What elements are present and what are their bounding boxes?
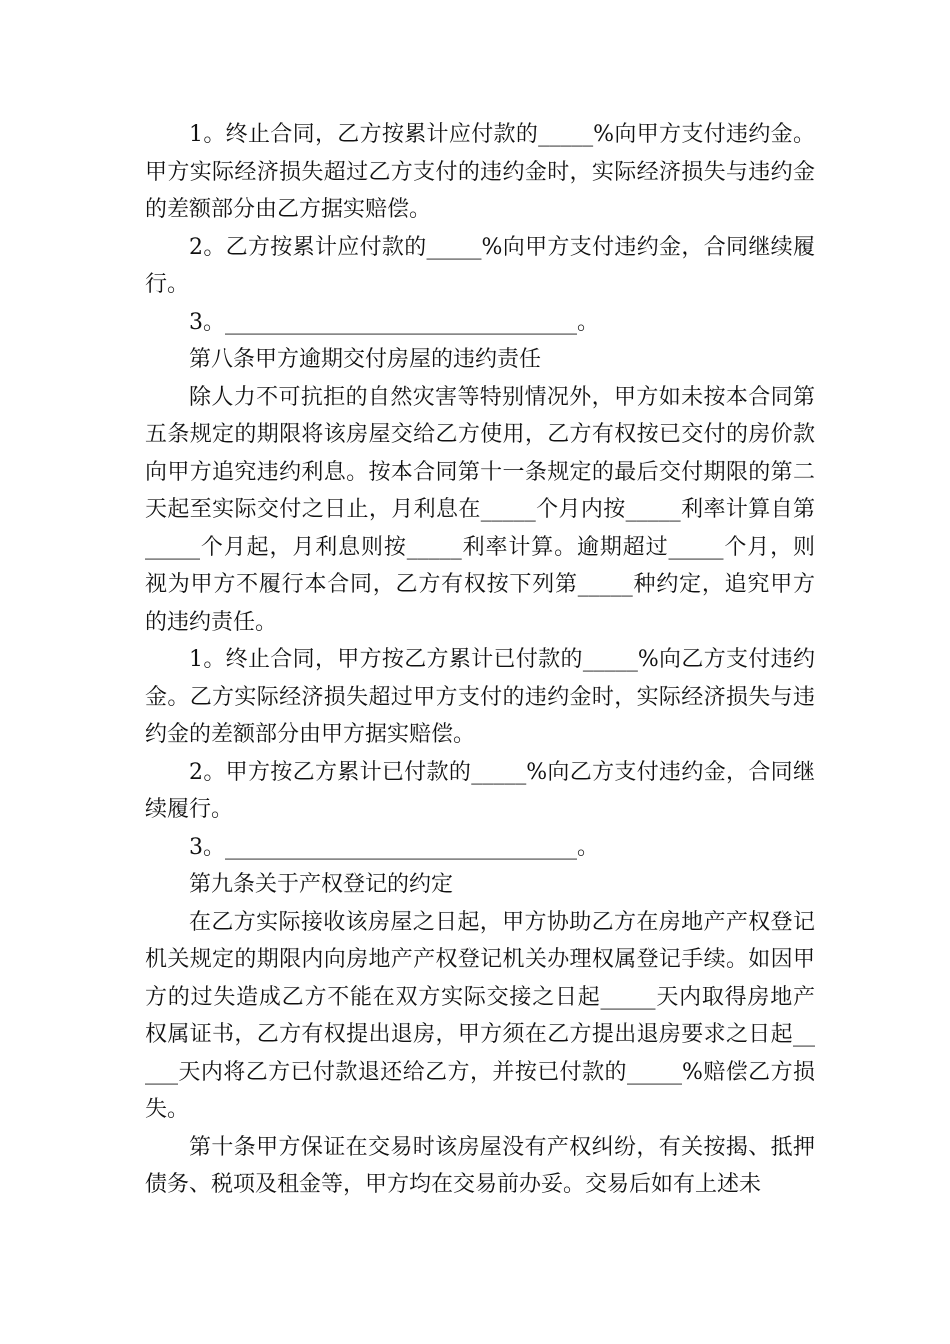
clause-7-item-2: 2。乙方按累计应付款的_____%向甲方支付违约金，合同继续履行。 [145,234,815,297]
clause-7-item-3: 3。________________________________。 [189,309,599,335]
clause-8-heading: 第八条甲方逾期交付房屋的违约责任 [189,347,542,372]
clause-10-body: 第十条甲方保证在交易时该房屋没有产权纠纷，有关按揭、抵押债务、税项及租金等，甲方均在交易前办妥。交易后如有上述未 [145,1134,815,1197]
clause-8-item-1: 1。终止合同，甲方按乙方累计已付款的_____%向乙方支付违约金。乙方实际经济损失超过甲方支付的违约金时，实际经济损失与违约金的差额部分由甲方据实赔偿。 [145,647,815,747]
document-page [145,116,815,1204]
clause-9-body: 在乙方实际接收该房屋之日起，甲方协助乙方在房地产产权登记机关规定的期限内向房地产产权登记机关办理权属登记手续。如因甲方的过失造成乙方不能在双方实际交接之日起_____天内取得房地产权属证书，乙方有权提出退房，甲方须在乙方提出退房要求之日起_____天内将乙方已付款退还给乙方，并按已付款的_____%赔偿乙方损失。 [145,909,815,1122]
clause-8-body: 除人力不可抗拒的自然灾害等特别情况外，甲方如未按本合同第五条规定的期限将该房屋交给乙方使用，乙方有权按已交付的房价款向甲方追究违约利息。按本合同第十一条规定的最后交付期限的第二天起至实际交付之日止，月利息在_____个月内按_____利率计算自第_____个月起，月利息则按_____利率计算。逾期超过_____个月，则视为甲方不履行本合同，乙方有权按下列第_____种约定，追究甲方的违约责任。 [145,384,815,635]
clause-8-item-3: 3。________________________________。 [189,834,599,860]
clause-9-heading: 第九条关于产权登记的约定 [189,872,454,897]
clause-8-item-2: 2。甲方按乙方累计已付款的_____%向乙方支付违约金，合同继续履行。 [145,759,815,822]
clause-7-item-1: 1。终止合同，乙方按累计应付款的_____%向甲方支付违约金。甲方实际经济损失超过乙方支付的违约金时，实际经济损失与违约金的差额部分由乙方据实赔偿。 [145,122,815,222]
